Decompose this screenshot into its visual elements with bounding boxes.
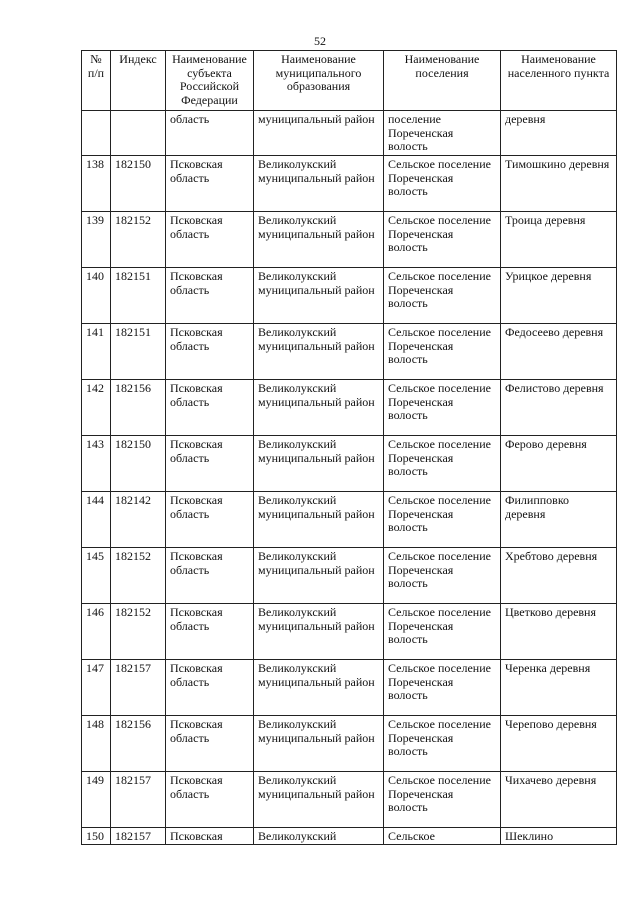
cell-settlement: Сельское поселение Пореченская волость <box>384 604 501 660</box>
cell-municipality: Великолукский муниципальный район <box>254 716 384 772</box>
cell-locality: Тимошкино деревня <box>501 156 617 212</box>
cell-index: 182151 <box>111 324 166 380</box>
cell-locality: Троица деревня <box>501 212 617 268</box>
cell-settlement: Сельское поселение Пореченская волость <box>384 324 501 380</box>
cell-subject: Псковская область <box>166 604 254 660</box>
cell-number: 143 <box>82 436 111 492</box>
cell-locality: Цветково деревня <box>501 604 617 660</box>
cell-municipality: Великолукский муниципальный район <box>254 604 384 660</box>
cell-locality: Чихачево деревня <box>501 772 617 828</box>
header-index: Индекс <box>111 51 166 111</box>
table-row <box>82 772 617 828</box>
cell-settlement: Сельское поселение Пореченская волость <box>384 660 501 716</box>
cell-locality: Ферово деревня <box>501 436 617 492</box>
cell-number <box>82 111 111 156</box>
cell-subject: область <box>166 111 254 156</box>
cell-index: 182150 <box>111 156 166 212</box>
cell-municipality: Великолукский муниципальный район <box>254 380 384 436</box>
cell-settlement: Сельское поселение Пореченская волость <box>384 716 501 772</box>
cell-number: 146 <box>82 604 111 660</box>
cell-locality: Шеклино <box>501 828 617 845</box>
cell-locality: деревня <box>501 111 617 156</box>
cell-index: 182151 <box>111 268 166 324</box>
cell-index: 182157 <box>111 772 166 828</box>
table-row <box>82 156 617 212</box>
cell-locality: Черенка деревня <box>501 660 617 716</box>
cell-municipality: Великолукский муниципальный район <box>254 772 384 828</box>
cell-index: 182157 <box>111 828 166 845</box>
table-row <box>82 492 617 548</box>
header-settlement: Наименование поселения <box>384 51 501 111</box>
cell-number: 147 <box>82 660 111 716</box>
cell-municipality: Великолукский муниципальный район <box>254 436 384 492</box>
cell-number: 141 <box>82 324 111 380</box>
cell-settlement: Сельское поселение Пореченская волость <box>384 380 501 436</box>
cell-subject: Псковская область <box>166 548 254 604</box>
cell-subject: Псковская область <box>166 492 254 548</box>
cell-municipality: Великолукский муниципальный район <box>254 660 384 716</box>
cell-number: 150 <box>82 828 111 845</box>
table-row <box>82 268 617 324</box>
cell-index: 182157 <box>111 660 166 716</box>
table-row <box>82 548 617 604</box>
cell-municipality: муниципальный район <box>254 111 384 156</box>
cell-subject: Псковская область <box>166 268 254 324</box>
cell-settlement: поселение Пореченская волость <box>384 111 501 156</box>
cell-index: 182152 <box>111 604 166 660</box>
cell-locality: Черепово деревня <box>501 716 617 772</box>
cell-subject: Псковская область <box>166 436 254 492</box>
cell-subject: Псковская область <box>166 212 254 268</box>
cell-subject: Псковская область <box>166 660 254 716</box>
localities-table <box>81 50 617 845</box>
cell-number: 138 <box>82 156 111 212</box>
cell-municipality: Великолукский муниципальный район <box>254 156 384 212</box>
cell-number: 145 <box>82 548 111 604</box>
table-row <box>82 436 617 492</box>
table-row <box>82 212 617 268</box>
header-locality: Наименование населенного пункта <box>501 51 617 111</box>
cell-index <box>111 111 166 156</box>
cell-locality: Фелистово деревня <box>501 380 617 436</box>
cell-subject: Псковская область <box>166 324 254 380</box>
table-row-partial <box>82 828 617 845</box>
cell-number: 149 <box>82 772 111 828</box>
cell-index: 182142 <box>111 492 166 548</box>
cell-number: 148 <box>82 716 111 772</box>
page-number: 52 <box>314 34 326 48</box>
cell-number: 144 <box>82 492 111 548</box>
table-row <box>82 660 617 716</box>
cell-number: 140 <box>82 268 111 324</box>
cell-settlement: Сельское поселение Пореченская волость <box>384 492 501 548</box>
header-subject: Наименование субъекта Российской Федерации <box>166 51 254 111</box>
cell-subject: Псковская область <box>166 772 254 828</box>
cell-index: 182152 <box>111 212 166 268</box>
cell-municipality: Великолукский муниципальный район <box>254 268 384 324</box>
cell-index: 182152 <box>111 548 166 604</box>
cell-subject: Псковская область <box>166 716 254 772</box>
cell-settlement: Сельское поселение Пореченская волость <box>384 268 501 324</box>
cell-settlement: Сельское <box>384 828 501 845</box>
cell-settlement: Сельское поселение Пореченская волость <box>384 436 501 492</box>
cell-municipality: Великолукский муниципальный район <box>254 492 384 548</box>
table-row <box>82 324 617 380</box>
cell-municipality: Великолукский муниципальный район <box>254 324 384 380</box>
cell-municipality: Великолукский <box>254 828 384 845</box>
cell-municipality: Великолукский муниципальный район <box>254 548 384 604</box>
cell-subject: Псковская область <box>166 156 254 212</box>
cell-settlement: Сельское поселение Пореченская волость <box>384 156 501 212</box>
cell-settlement: Сельское поселение Пореченская волость <box>384 772 501 828</box>
cell-index: 182156 <box>111 380 166 436</box>
cell-locality: Хребтово деревня <box>501 548 617 604</box>
cell-subject: Псковская область <box>166 380 254 436</box>
cell-number: 139 <box>82 212 111 268</box>
continuation-row <box>82 111 617 156</box>
cell-subject: Псковская <box>166 828 254 845</box>
table-header-row <box>82 51 617 111</box>
cell-locality: Филипповко деревня <box>501 492 617 548</box>
header-number: № п/п <box>82 51 111 111</box>
header-municipality: Наименование муниципального образования <box>254 51 384 111</box>
cell-number: 142 <box>82 380 111 436</box>
table-row <box>82 604 617 660</box>
cell-municipality: Великолукский муниципальный район <box>254 212 384 268</box>
table-row <box>82 380 617 436</box>
cell-locality: Урицкое деревня <box>501 268 617 324</box>
cell-locality: Федосеево деревня <box>501 324 617 380</box>
cell-settlement: Сельское поселение Пореченская волость <box>384 212 501 268</box>
table-row <box>82 716 617 772</box>
cell-settlement: Сельское поселение Пореченская волость <box>384 548 501 604</box>
cell-index: 182150 <box>111 436 166 492</box>
cell-index: 182156 <box>111 716 166 772</box>
